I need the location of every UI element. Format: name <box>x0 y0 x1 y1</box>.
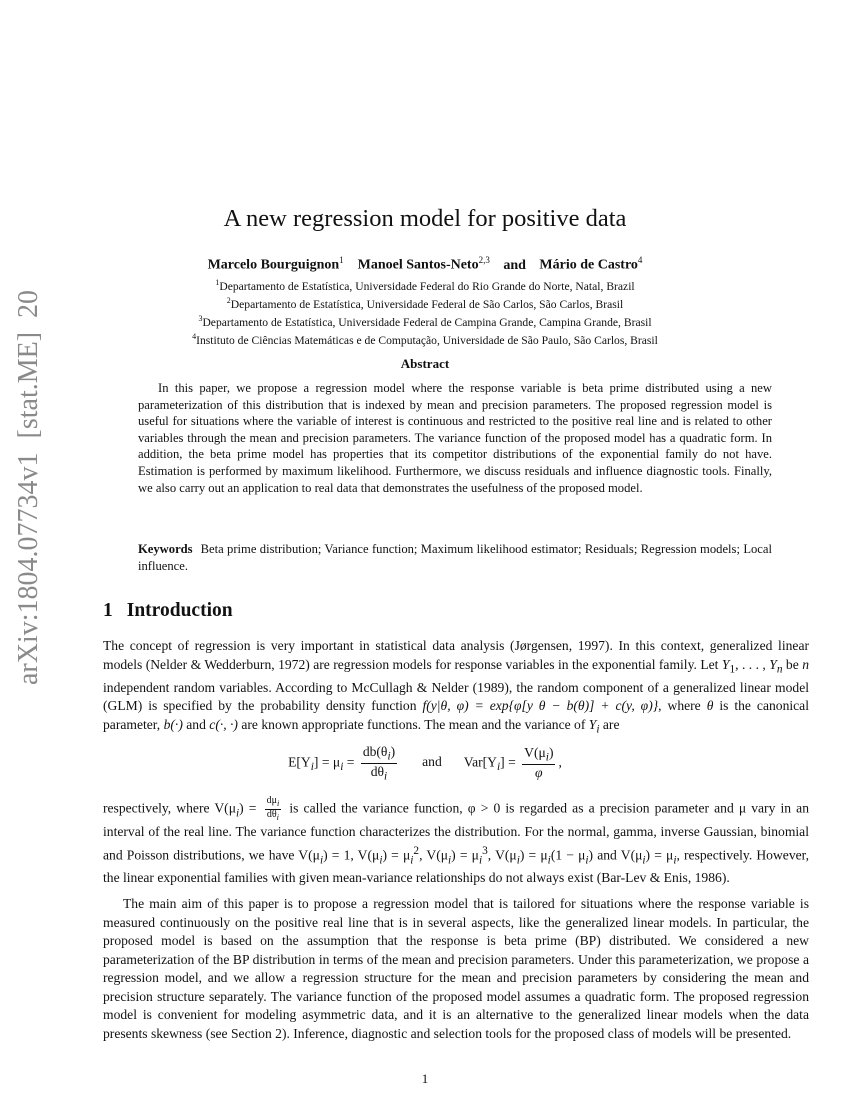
math: ] = μ <box>313 754 341 770</box>
author-list <box>0 255 850 274</box>
author-name: Mário de Castro <box>539 257 638 273</box>
display-equation <box>0 744 850 790</box>
math: n <box>802 656 809 672</box>
affiliation-list <box>0 276 850 348</box>
affiliation-mark: 2 <box>226 296 231 306</box>
affiliation <box>0 312 850 330</box>
math: Y <box>769 656 777 672</box>
text-run: , respectively. However, the linear exponential families with given mean-variance relationships do not always exist (Bar-Lev & Enis, 1986). <box>103 847 810 886</box>
math: ) = μ <box>519 847 548 863</box>
math: ) <box>548 745 554 761</box>
math: f(y|θ, φ) = exp{φ[y θ − b(θ)] + c(y, φ)} <box>422 698 659 714</box>
math-subscript: i <box>387 750 391 763</box>
author-name: Marcelo Bourguignon <box>207 257 340 273</box>
math: , V(μ <box>419 847 449 863</box>
math-subscript: i <box>319 853 324 866</box>
math-subscript: 1 <box>729 663 736 676</box>
math-subscript: i <box>379 853 383 866</box>
text-run: are <box>599 716 620 732</box>
math-subscript: i <box>497 761 501 774</box>
math-superscript: 2 <box>413 844 420 857</box>
math: ) = μ <box>645 847 674 863</box>
math: , <box>558 754 562 770</box>
math-subscript: i <box>276 813 279 822</box>
math: Var[Y <box>463 754 497 770</box>
math-subscript: i <box>545 752 549 765</box>
math: dμ <box>266 795 277 806</box>
section-title: Introduction <box>126 600 233 621</box>
text-run: is called the variance function, φ > 0 is regarded as a precision parameter and μ vary in an interval of the real line. The variance function characterizes the distribution. For the normal, gamma, inverse Gaussian, binomial and Poisson distributions, we have V(μ <box>103 800 809 863</box>
section-number: 1 <box>103 600 113 621</box>
section-heading <box>103 600 233 622</box>
text-run: and <box>182 716 210 732</box>
fraction <box>522 745 555 781</box>
math-subscript: i <box>478 853 483 866</box>
math: c(·, ·) <box>209 716 238 732</box>
math: , . . . , <box>735 656 770 672</box>
affiliation-text: Departamento de Estatística, Universidade Federal do Rio Grande do Norte, Natal, Brazil <box>219 279 635 293</box>
text-run: The concept of regression is very important in statistical data analysis (Jørgensen, 1997). In this context, generalized linear models (Nelder & Wedderburn, 1972) are regression models for response variables in the exponential family. Let <box>103 638 809 672</box>
paragraph <box>103 796 809 888</box>
math: V(μ <box>524 745 546 761</box>
fraction <box>265 796 282 823</box>
math: ] = <box>500 754 520 770</box>
keywords <box>138 541 772 574</box>
affiliation <box>0 330 850 348</box>
arxiv-stamp-text: arXiv:1804.07734v1 [stat.ME] 20 Apr 2018 <box>13 290 44 685</box>
text-run: respectively, where V(μ <box>103 800 236 816</box>
affiliation-mark: 3 <box>198 314 203 324</box>
author-name: Manoel Santos-Neto <box>357 257 479 273</box>
math-subscript: i <box>410 853 414 866</box>
math-subscript: i <box>276 799 280 808</box>
author-affiliation-mark: 4 <box>637 255 643 265</box>
math: b(·) <box>163 716 183 732</box>
math: E[Y <box>288 754 311 770</box>
paper-title: A new regression model for positive data <box>223 205 627 232</box>
arxiv-stamp <box>5 290 45 690</box>
abstract-body: In this paper, we propose a regression model where the response variable is beta prime distributed using a new parameterization of this distribution that is indexed by mean and precision parameters. The proposed regression model is useful for situations where the variable of interest is continuous and restricted to the positive real line and is related to other variables through the mean and precision parameters. The variance function of the proposed model has a quadratic form. In addition, the beta prime model has properties that its competitor distributions of the exponential family do not have. Estimation is performed by maximum likelihood. Furthermore, we discuss residuals and influence diagnostic tools. Finally, we also carry out an application to real data that demonstrates the usefulness of the proposed model. <box>138 381 772 495</box>
math: db(θ <box>362 744 388 759</box>
math-subscript: i <box>384 770 388 783</box>
math-subscript: n <box>776 663 783 676</box>
math-subscript: i <box>310 761 314 774</box>
math: Y <box>721 656 730 672</box>
affiliation <box>0 276 850 294</box>
math-subscript: i <box>236 807 240 820</box>
math-superscript: 3 <box>482 844 488 857</box>
math-subscript: i <box>547 853 551 866</box>
math: φ <box>535 765 543 781</box>
author-affiliation-mark: 2,3 <box>478 255 490 265</box>
math: Y <box>588 716 597 732</box>
text-run: is the canonical parameter, <box>103 698 809 732</box>
math: ) = <box>239 800 262 816</box>
text-run: be <box>782 656 803 672</box>
math: = <box>343 754 358 770</box>
affiliation-text: Departamento de Estatística, Universidade Federal de São Carlos, São Carlos, Brasil <box>230 297 624 311</box>
math-subscript: i <box>448 853 452 866</box>
math-subscript: i <box>642 853 646 866</box>
keywords-label: Keywords <box>138 542 193 556</box>
math: , V(μ <box>487 847 517 863</box>
abstract-heading: Abstract <box>400 356 450 371</box>
math: dθ <box>370 763 385 779</box>
math: ) = μ <box>382 847 411 863</box>
math-subscript: i <box>516 853 520 866</box>
author-affiliation-mark: 1 <box>339 255 344 265</box>
text-run: independent random variables. According to McCullagh & Nelder (1989), the random component of a generalized linear model (GLM) is specified by the probability density function <box>103 679 809 714</box>
math-subscript: i <box>596 723 600 736</box>
keywords-text: Beta prime distribution; Variance function; Maximum likelihood estimator; Residuals; Regression models; Local influence. <box>138 542 772 573</box>
math-subscript: i <box>340 761 344 774</box>
affiliation-text: Departamento de Estatística, Universidade Federal de Campina Grande, Campina Grande, Brasil <box>202 315 652 329</box>
text-run: are known appropriate functions. The mean and the variance of <box>237 716 589 732</box>
text-run: , where <box>658 698 707 714</box>
affiliation-text: Instituto de Ciências Matemáticas e de Computação, Universidade de São Paulo, São Carlos, Brasil <box>196 334 658 348</box>
math: (1 − μ <box>550 847 586 863</box>
math-subscript: i <box>585 853 589 866</box>
affiliation <box>0 294 850 312</box>
page-number: 1 <box>421 1071 429 1086</box>
affiliation-mark: 4 <box>192 332 197 342</box>
math: ) = 1, V(μ <box>323 847 380 863</box>
equation-conjunction: and <box>422 754 442 770</box>
math: ) = μ <box>451 847 479 863</box>
author-conjunction: and <box>503 257 526 273</box>
paragraph: The main aim of this paper is to propose a regression model that is tailored for situations where the response variable is measured continuously on the positive real line that is in several aspects, like the generalized linear models. In particular, the proposed model is based on the assumption that the response is beta prime (BP) distributed. We considered a new parameterization of the BP distribution in terms of the mean and precision parameters. Under this parameterization, we propose a regression model, and we allow a regression structure for the mean and precision parameters by considering the mean and precision structure separately. The variance function of the proposed model assumes a quadratic form. The proposed regression model is convenient for modeling asymmetric data, and it is an alternative to the generalized linear models when the data presents skewness (see Section 2). Inference, diagnostic and selection tools for the proposed class of models will be presented. <box>103 896 809 1041</box>
math: dθ <box>266 809 277 820</box>
math: θ <box>706 698 714 714</box>
math: ) <box>390 744 396 759</box>
text-run: ) and V(μ <box>588 847 643 863</box>
paragraph <box>103 637 809 739</box>
fraction <box>361 744 397 782</box>
affiliation-mark: 1 <box>215 278 220 287</box>
math-subscript: i <box>673 853 677 866</box>
